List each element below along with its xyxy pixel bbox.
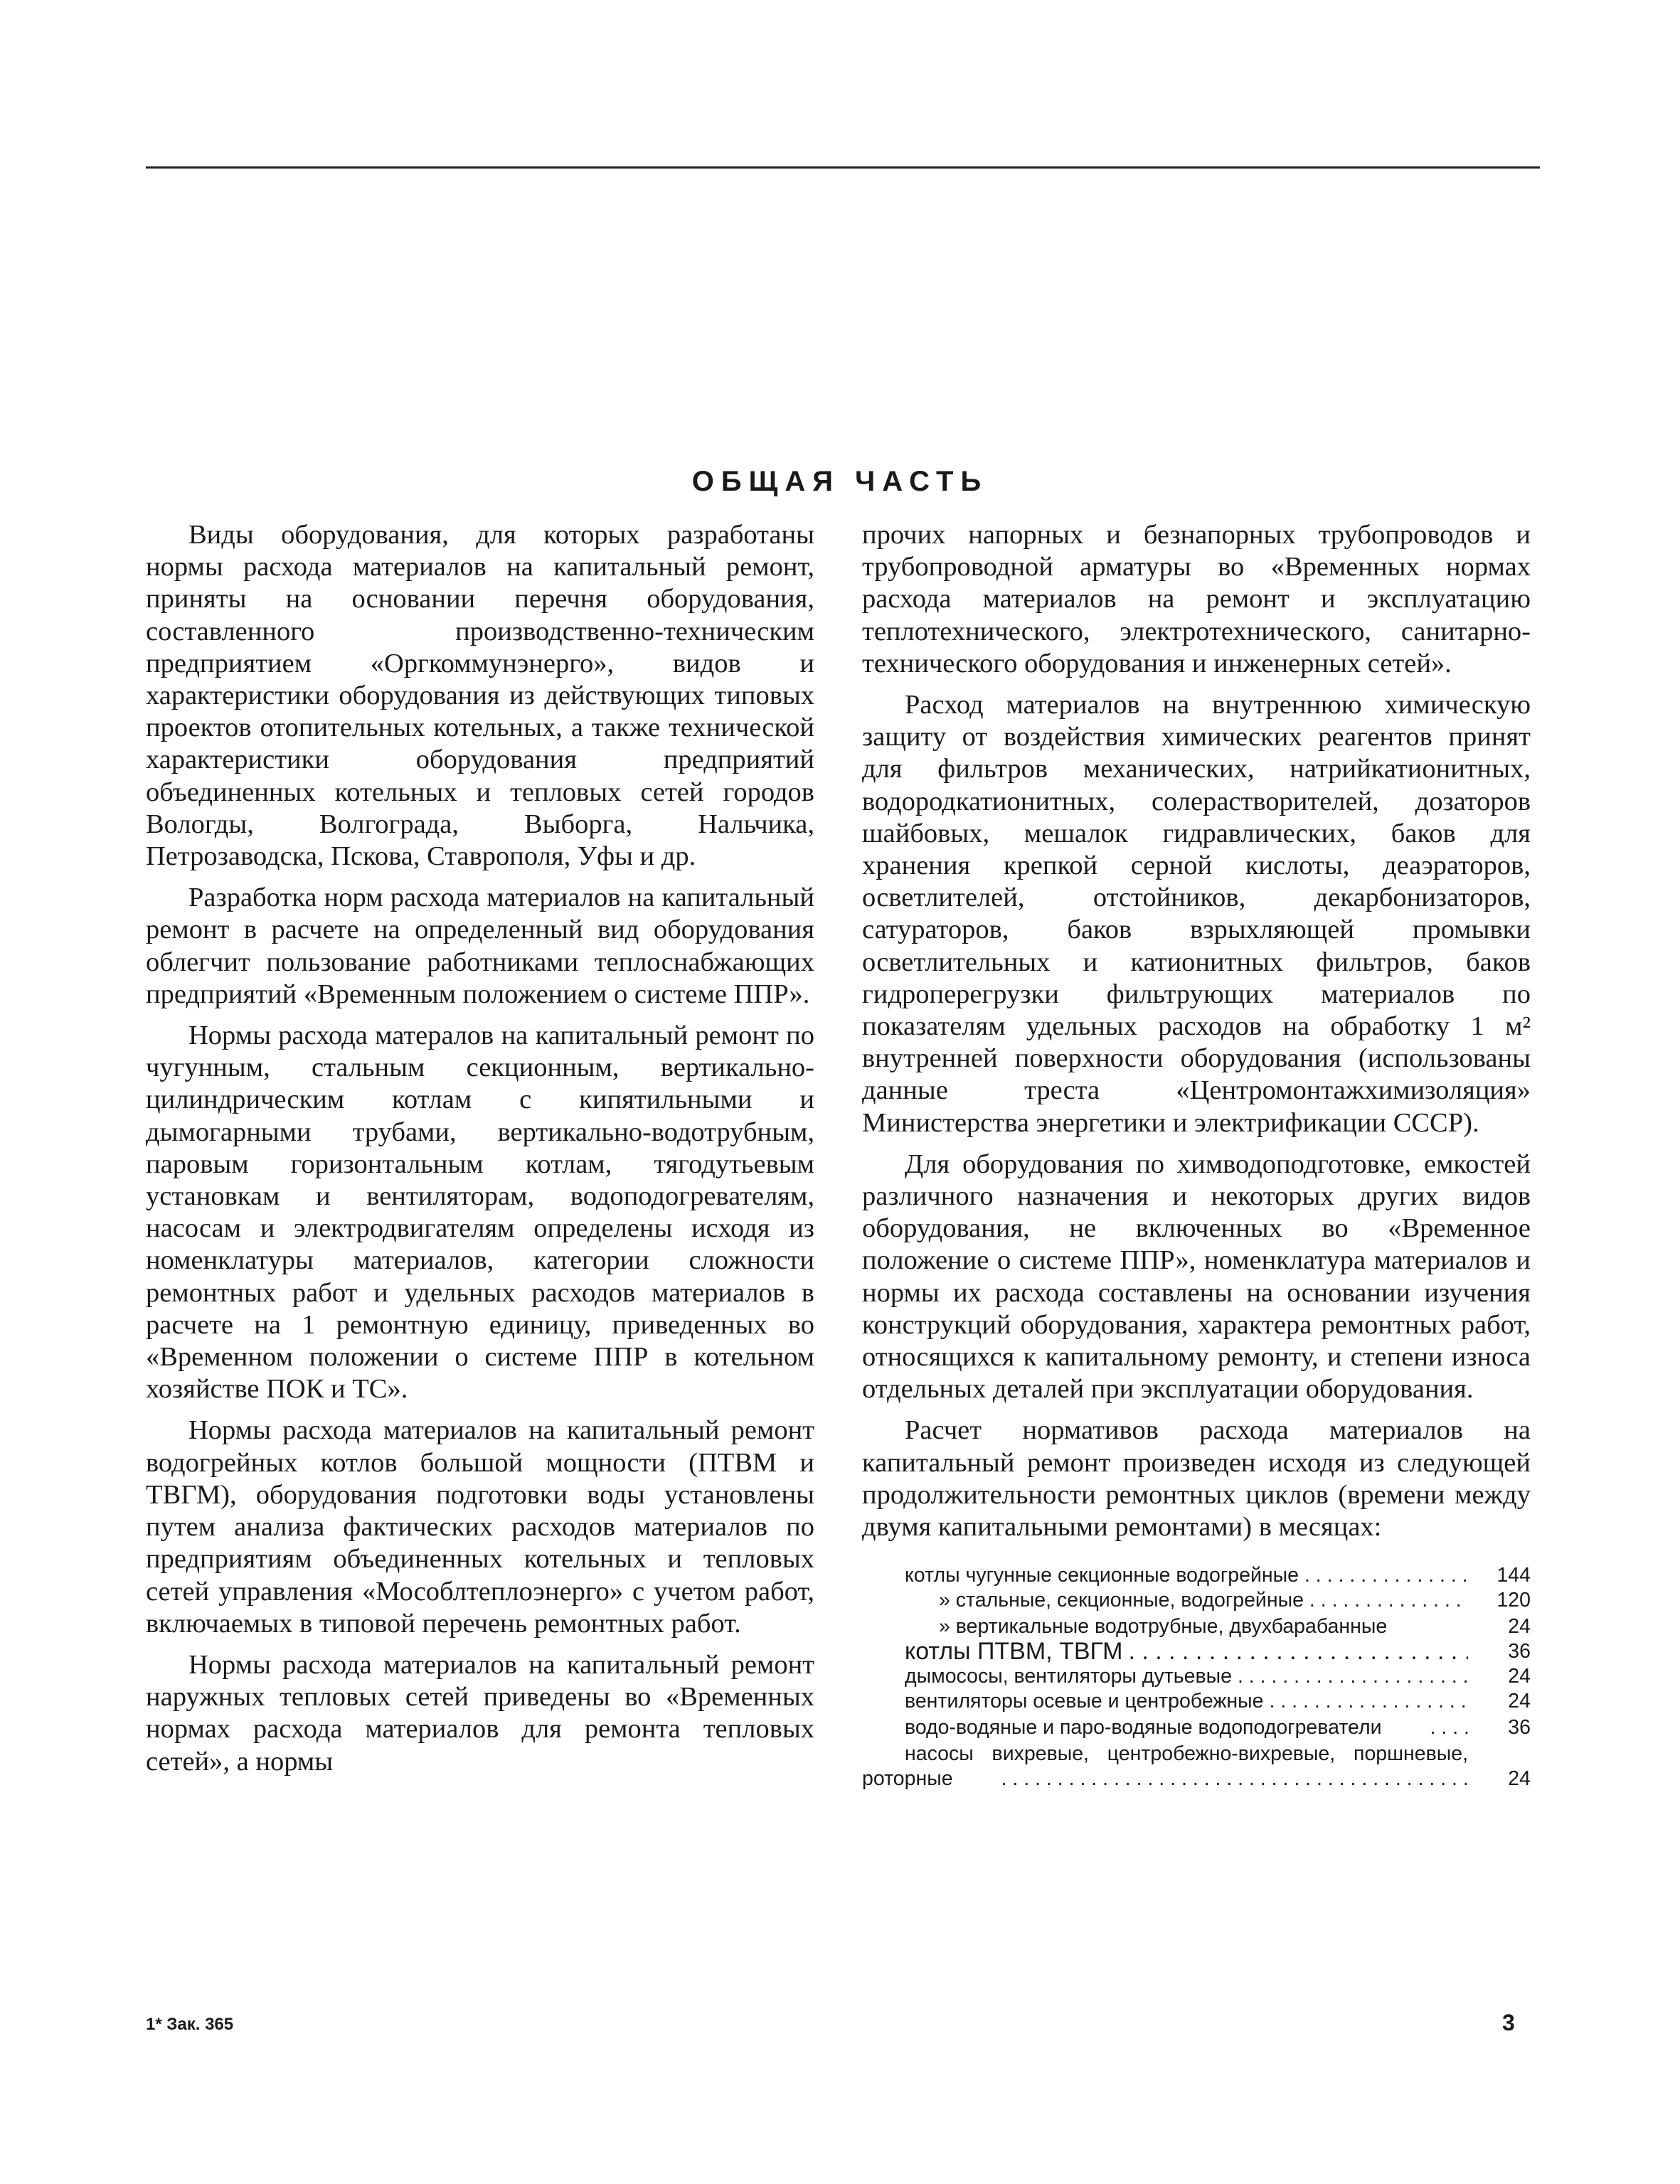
list-item-label: котлы ПТВМ, ТВГМ . . .	[862, 1639, 1468, 1664]
page-number: 3	[1502, 2010, 1515, 2035]
list-item-label: котлы чугунные секционные водогрейные . . .	[862, 1563, 1468, 1588]
list-item-value: 36	[1468, 1639, 1531, 1664]
paragraph-water-treatment: Для оборудования по химводоподготовке, емкостей различного назначения и некоторых других видов оборудования, не включенных во «Временное положение о системе ППР», номенклатура материалов и нормы их расхода составлены на основании изучения конструкций оборудования, характера ремонтных работ, относящихся к капитальному ремонту, и степени износа отдельных деталей при эксплуатации оборудования.	[862, 1149, 1531, 1405]
list-item-label: » стальные, секционные, водогрейные . . .	[862, 1588, 1468, 1613]
list-item-label: насосы вихревые, центробежно-вихревые, поршневые, роторные . . .	[862, 1742, 1468, 1791]
paragraph-repair-cycles-intro: Расчет нормативов расхода материалов на капитальный ремонт произведен исходя из следующей продолжительности ремонтных циклов (времени между двумя капитальными ремонтами) в месяцах:	[862, 1415, 1531, 1543]
right-column	[862, 519, 1531, 1791]
list-item	[862, 1742, 1531, 1791]
paragraph-chemical-protection: Расход материалов на внутреннюю химическую защиту от воздействия химических реагентов принят для фильтров механических, натрийкатионитных, водородкатионитных, солерастворителей, дозаторов шайбовых, мешалок гидравлических, баков для хранения крепкой серной кислоты, деаэраторов, осветлителей, отстойников, декарбонизаторов, сатураторов, баков взрыхляющей промывки осветлительных и катионитных фильтров, баков гидроперегрузки фильтрующих материалов по показателям удельных расходов на обработку 1 м² внутренней поверхности оборудования (использованы данные треста «Центромонтажхимизоляция» Министерства энергетики и электрификации СССР).	[862, 690, 1531, 1138]
list-item-label: » вертикальные водотрубные, двухбарабанные . . .	[862, 1614, 1468, 1639]
list-item-label: дымососы, вентиляторы дутьевые . . .	[862, 1664, 1468, 1689]
left-column	[146, 519, 814, 1787]
list-item-label: вентиляторы осевые и центробежные . . .	[862, 1689, 1468, 1714]
paragraph-large-boiler-norms: Нормы расхода материалов на капитальный ремонт водогрейных котлов большой мощности (ПТВМ и ТВГМ), оборудования подготовки воды установлены путем анализа фактических расходов материалов по предприятиям объединенных котельных и тепловых сетей управления «Мособлтеплоэнерго» с учетом работ, включаемых в типовой перечень ремонтных работ.	[146, 1415, 814, 1639]
list-item	[862, 1588, 1531, 1613]
list-item-value: 24	[1468, 1689, 1531, 1714]
list-item-value: 24	[1468, 1614, 1531, 1639]
list-item	[862, 1563, 1531, 1588]
list-item-value: 24	[1468, 1767, 1531, 1791]
top-rule	[146, 166, 1540, 169]
list-item	[862, 1689, 1531, 1714]
section-title: ОБЩАЯ ЧАСТЬ	[691, 466, 989, 497]
paragraph-norms-purpose: Разработка норм расхода материалов на капитальный ремонт в расчете на определенный вид оборудования облегчит пользование работниками теплоснабжающих предприятий «Временным положением о системе ППР».	[146, 883, 814, 1009]
list-item-label: водо-водяные и паро-водяные водоподогреватели . . .	[862, 1715, 1468, 1740]
list-item	[862, 1664, 1531, 1689]
list-item	[862, 1715, 1531, 1740]
list-item-value: 144	[1468, 1563, 1531, 1588]
list-item-value: 24	[1468, 1664, 1531, 1689]
paragraph-continuation: прочих напорных и безнапорных трубопроводов и трубопроводной арматуры во «Временных нормах расхода материалов на ремонт и эксплуатацию теплотехнического, электротехнического, санитарно-технического оборудования и инженерных сетей».	[862, 520, 1531, 678]
paragraph-boiler-norms: Нормы расхода матерaлов на капитальный ремонт по чугунным, стальным секционным, вертикально-цилиндрическим котлам с кипятильными и дымогарными трубами, вертикально-водотрубным, паровым горизонтальным котлам, тягодутьевым установкам и вентиляторам, водоподогревателям, насосам и электродвигателям определены исходя из номенклатуры материалов, категории сложности ремонтных работ и удельных расходов материалов в расчете на 1 ремонтную единицу, приведенных во «Временном положении о системе ППР в котельном хозяйстве ПОК и ТС».	[146, 1021, 814, 1405]
list-item-value: 36	[1468, 1715, 1531, 1740]
list-item-value: 120	[1468, 1588, 1531, 1613]
paragraph-equipment-sources: Виды оборудования, для которых разработаны нормы расхода материалов на капитальный ремонт, приняты на основании перечня оборудования, составленного производственно-техническим предприятием «Оргкоммунэнерго», видов и характеристики оборудования из действующих типовых проектов отопительных котельных, а также технической характеристики оборудования предприятий объединенных котельных и тепловых сетей городов Вологды, Волгограда, Выборга, Нальчика, Петрозаводска, Пскова, Ставрополя, Уфы и др.	[146, 520, 814, 872]
list-item	[862, 1639, 1531, 1664]
repair-cycles-list	[862, 1563, 1531, 1791]
list-item	[862, 1614, 1531, 1639]
paragraph-heat-network-norms: Нормы расхода материалов на капитальный ремонт наружных тепловых сетей приведены во «Временных нормах расхода материалов для ремонта тепловых сетей», а нормы	[146, 1649, 814, 1777]
footer-order-note: 1* Зак. 365	[146, 2015, 234, 2034]
